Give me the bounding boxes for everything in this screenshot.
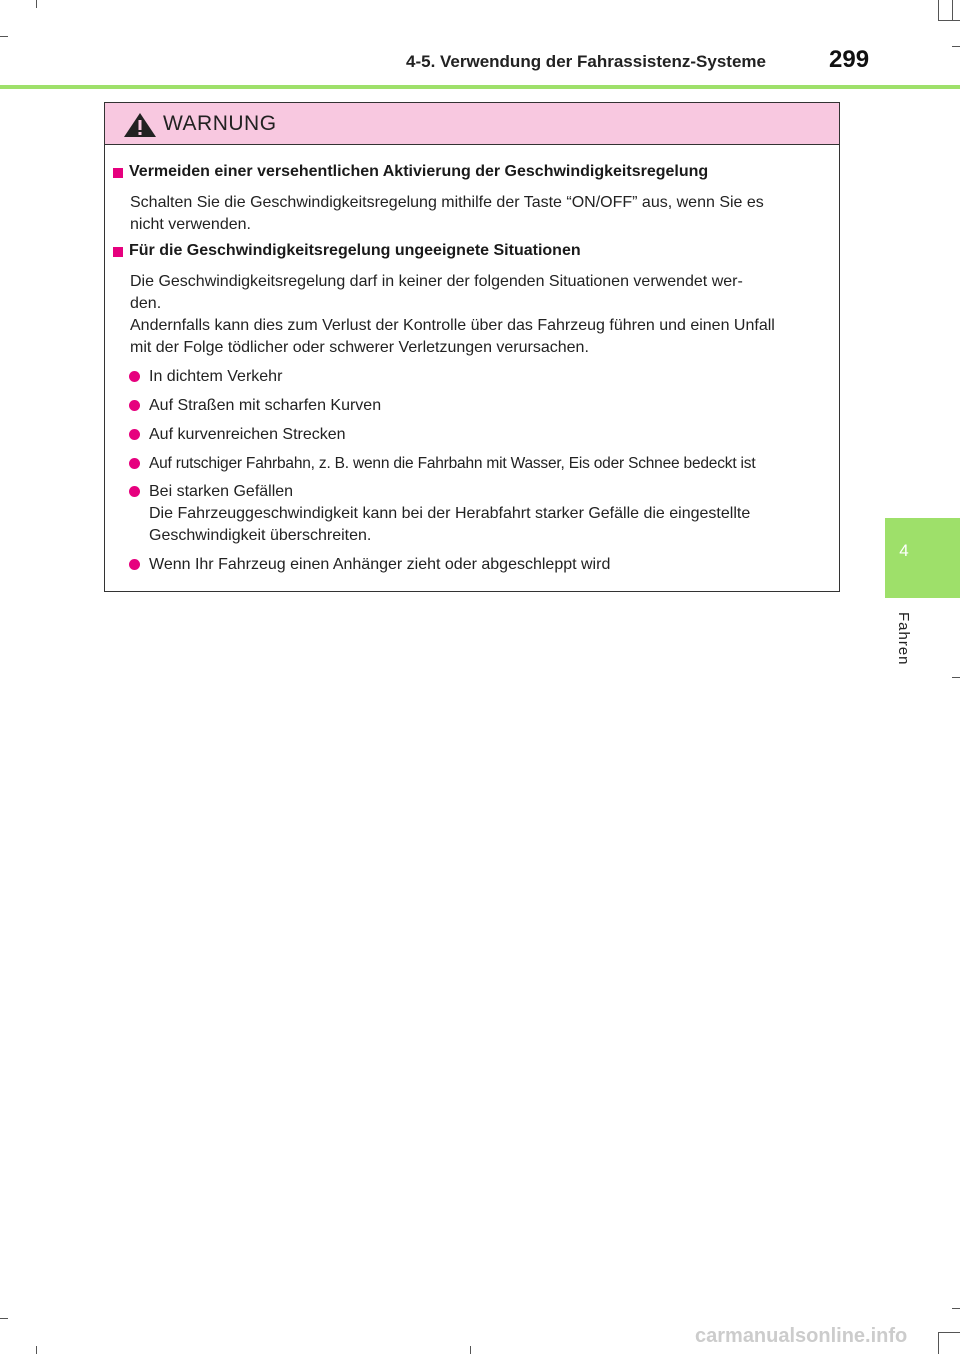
chapter-label: Fahren — [895, 612, 912, 666]
section-heading: Vermeiden einer versehentlichen Aktivierung der Geschwindigkeitsregelung — [129, 163, 709, 180]
page-number: 299 — [829, 46, 870, 73]
crop-mark — [36, 1346, 37, 1354]
crop-mark — [938, 20, 960, 21]
section-paragraph — [130, 271, 830, 359]
list-item-text: Auf Straßen mit scharfen Kurven — [149, 397, 382, 414]
list-item-text: Auf rutschiger Fahrbahn, z. B. wenn die Fahrbahn mit Wasser, Eis oder Schnee bedeckt ist — [149, 455, 756, 472]
crop-mark — [938, 0, 939, 20]
list-item-text: Auf kurvenreichen Strecken — [149, 426, 346, 443]
round-bullet-icon — [129, 429, 140, 440]
list-item-text: In dichtem Verkehr — [149, 368, 283, 385]
list-item-text: Bei starken Gefällen — [149, 483, 294, 500]
paragraph-line: Schalten Sie die Geschwindigkeitsregelung mithilfe der Taste “ON/OFF” aus, wenn Sie es — [130, 194, 764, 211]
chapter-number: 4 — [899, 541, 909, 560]
warning-header — [105, 103, 839, 145]
round-bullet-icon — [129, 371, 140, 382]
crop-mark — [0, 36, 8, 37]
header-rule — [0, 85, 960, 89]
crop-mark — [0, 1318, 8, 1319]
section-title: 4-5. Verwendung der Fahrassistenz-Systeme — [406, 52, 766, 71]
paragraph-line: Andernfalls kann dies zum Verlust der Kontrolle über das Fahrzeug führen und einen Unfall — [130, 317, 775, 334]
crop-mark — [952, 0, 953, 20]
list-item-text: Geschwindigkeit überschreiten. — [149, 527, 372, 544]
round-bullet-icon — [129, 559, 140, 570]
crop-mark — [938, 1332, 939, 1354]
crop-mark — [952, 1308, 960, 1309]
paragraph-line: mit der Folge tödlicher oder schwerer Verletzungen verursachen. — [130, 339, 589, 356]
square-bullet-icon — [113, 247, 123, 257]
watermark[interactable]: carmanualsonline.info — [695, 1325, 908, 1347]
square-bullet-icon — [113, 168, 123, 178]
warning-triangle-icon — [123, 112, 157, 138]
warning-title: WARNUNG — [163, 112, 277, 135]
crop-mark — [952, 46, 960, 47]
round-bullet-icon — [129, 400, 140, 411]
list-item-text: Wenn Ihr Fahrzeug einen Anhänger zieht oder abgeschleppt wird — [149, 556, 611, 573]
round-bullet-icon — [129, 486, 140, 497]
section-heading: Für die Geschwindigkeitsregelung ungeeignete Situationen — [129, 242, 581, 259]
section-paragraph — [130, 192, 830, 236]
round-bullet-icon — [129, 458, 140, 469]
crop-mark — [470, 1346, 471, 1354]
crop-mark — [36, 0, 37, 8]
warning-box — [104, 102, 840, 592]
paragraph-line: den. — [130, 295, 162, 312]
paragraph-line: Die Geschwindigkeitsregelung darf in keiner der folgenden Situationen verwendet wer- — [130, 273, 743, 290]
paragraph-line: nicht verwenden. — [130, 216, 251, 233]
list-item-text: Die Fahrzeuggeschwindigkeit kann bei der Herabfahrt starker Gefälle die eingestellte — [149, 505, 751, 522]
crop-mark — [952, 677, 960, 678]
crop-mark — [938, 1332, 960, 1333]
